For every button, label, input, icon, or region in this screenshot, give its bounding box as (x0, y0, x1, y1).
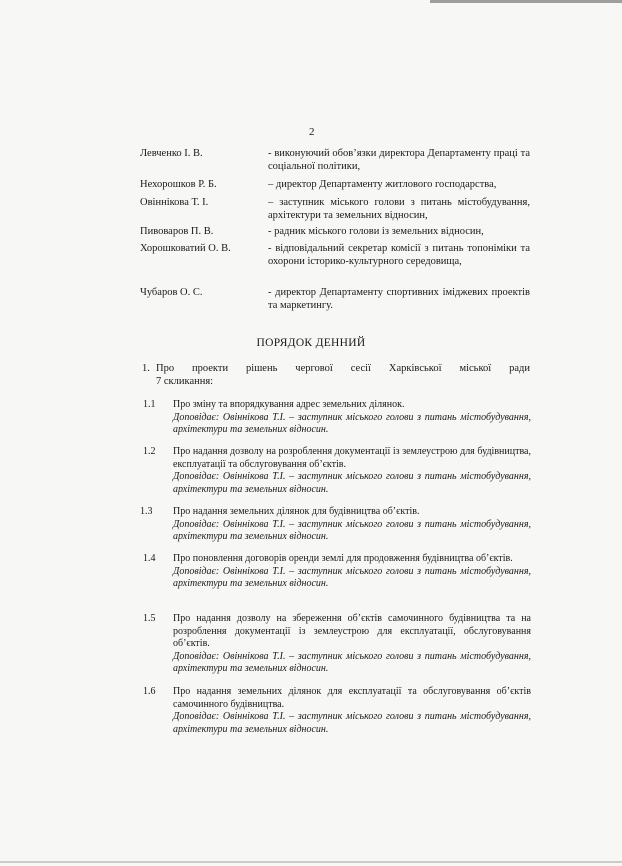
attendee-row (140, 286, 530, 312)
agenda-item-text: 7 скликання: (156, 376, 214, 387)
subitem-number: 1.3 (140, 506, 153, 517)
attendee-name: Хорошковатий О. В. (140, 243, 231, 254)
attendee-row (140, 242, 530, 281)
attendee-name: Чубаров О. С. (140, 287, 203, 298)
subitem-speaker: Доповідає: Овіннікова Т.І. – заступник міського голови з питань містобудування, архітектури та земельних відносин. (173, 518, 531, 542)
attendee-role: - виконуючий обов’язки директора Департаменту праці та соціальної політики, (268, 148, 530, 172)
scan-edge-line (430, 0, 622, 3)
subitem-speaker: Доповідає: Овіннікова Т.І. – заступник міського голови з питань містобудування, архітектури та земельних відносин. (173, 471, 531, 495)
attendee-row (140, 225, 530, 238)
subitem-number: 1.6 (143, 686, 156, 697)
subitem-number: 1.4 (143, 553, 156, 564)
subitem-speaker: Доповідає: Овіннікова Т.І. – заступник міського голови з питань містобудування, архітектури та земельних відносин. (173, 650, 531, 674)
agenda-item-number: 1. (142, 363, 150, 374)
subitem-title: Про зміну та впорядкування адрес земельних ділянок. (173, 399, 405, 410)
scan-edge-line (0, 861, 622, 863)
page-number: 2 (309, 126, 315, 138)
attendee-role: – заступник міського голови з питань містобудування, архітектури та земельних відносин, (268, 197, 530, 221)
attendee-role: - радник міського голови із земельних відносин, (268, 226, 484, 237)
attendee-name: Овіннікова Т. І. (140, 197, 209, 208)
attendee-row (140, 196, 530, 222)
attendee-role: - відповідальний секретар комісії з питань топоніміки та охорони історико-культурного середовища, (268, 243, 530, 267)
attendee-role: – директор Департаменту житлового господарства, (268, 179, 497, 190)
subitem-title: Про надання земельних ділянок для експлуатації та обслуговування об’єктів самочинного будівництва. (173, 686, 531, 710)
attendee-row (140, 178, 530, 191)
subitem-number: 1.2 (143, 446, 156, 457)
subitem-title: Про надання земельних ділянок для будівництва об’єктів. (173, 506, 420, 517)
attendee-row (140, 147, 530, 173)
agenda-title: ПОРЯДОК ДЕННИЙ (256, 337, 366, 349)
agenda-item-text: Про проекти рішень чергової сесії Харківської міської ради (156, 363, 530, 374)
attendee-role: - директор Департаменту спортивних іміджевих проектів та маркетингу. (268, 287, 530, 311)
subitem-number: 1.1 (143, 399, 156, 410)
subitem-title: Про поновлення договорів оренди землі для продовження будівництва об’єктів. (173, 553, 513, 564)
subitem-speaker: Доповідає: Овіннікова Т.І. – заступник міського голови з питань містобудування, архітектури та земельних відносин. (173, 411, 531, 435)
attendee-name: Пивоваров П. В. (140, 226, 214, 237)
attendee-name: Нехорошков Р. Б. (140, 179, 217, 190)
subitem-title: Про надання дозволу на збереження об’єктів самочинного будівництва та на розроблення документації із землеустрою для експлуатації, обслуговування об’єктів. (173, 613, 531, 649)
subitem-title: Про надання дозволу на розроблення документації із землеустрою для будівництва, експлуатації та обслуговування об’єктів. (173, 446, 531, 470)
subitem-speaker: Доповідає: Овіннікова Т.І. – заступник міського голови з питань містобудування, архітектури та земельних відносин. (173, 565, 531, 589)
subitem-number: 1.5 (143, 613, 156, 624)
attendee-name: Левченко І. В. (140, 148, 203, 159)
subitem-speaker: Доповідає: Овіннікова Т.І. – заступник міського голови з питань містобудування, архітектури та земельних відносин. (173, 711, 531, 735)
